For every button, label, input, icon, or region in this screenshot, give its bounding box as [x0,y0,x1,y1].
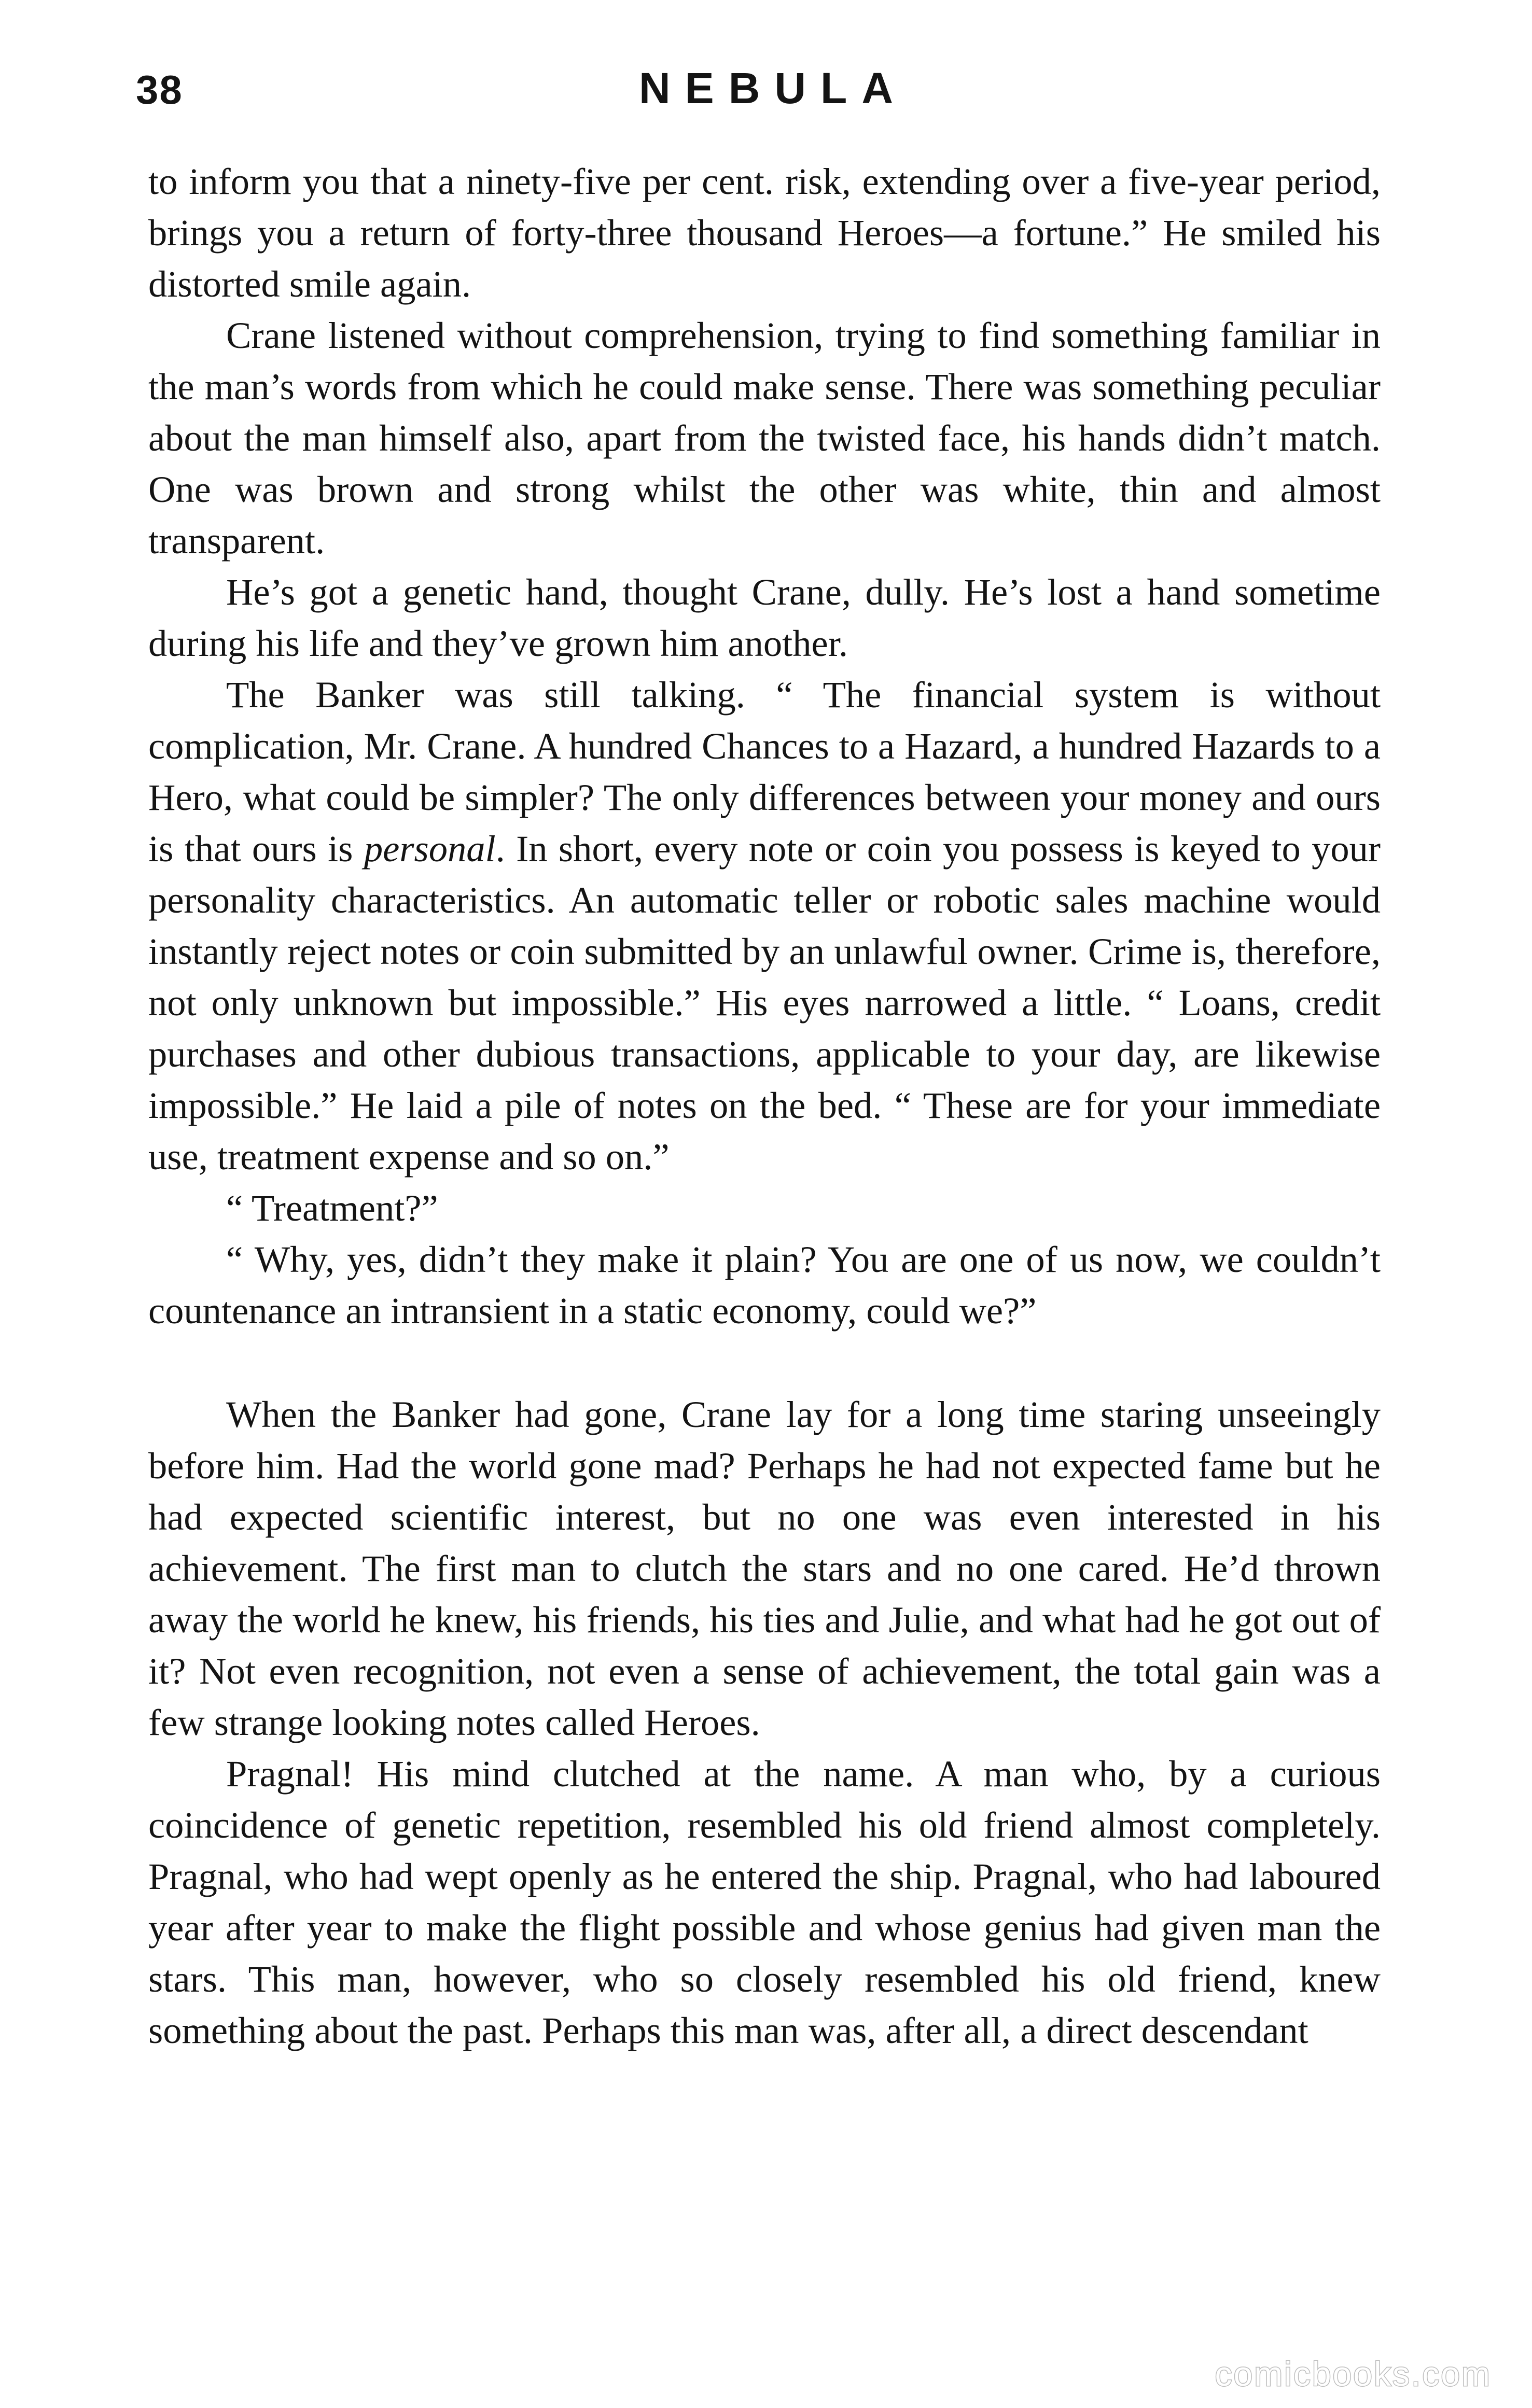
body-text [148,156,1381,2056]
paragraph: He’s got a genetic hand, thought Crane, dully. He’s lost a hand sometime during his life and they’ve grown him another. [148,571,1381,664]
page-number: 38 [136,67,183,113]
running-title: NEBULA [639,64,908,113]
page-header [0,0,1532,150]
watermark: comicbooks.com [1215,2355,1492,2393]
emphasis: personal [364,828,496,870]
section-break [148,1336,1381,1389]
paragraph: The Banker was still talking. “ The financial system is without complication, Mr. Crane. A hundred Chances to a Hazard, a hundred Hazards to a Hero, what could be simpler? The only differences between your money and ours is that ours is personal. In short, every note or coin you possess is keyed to your personality characteristics. An automatic teller or robotic sales machine would instantly reject notes or coin submitted by an unlawful owner. Crime is, therefore, not only unknown but impossible.” His eyes narrowed a little. “ Loans, credit purchases and other dubious transactions, applicable to your day, are likewise impossible.” He laid a pile of notes on the bed. “ These are for your immediate use, treatment expense and so on.” [148,674,1381,1178]
paragraph: “ Treatment?” [226,1187,438,1229]
paragraph: When the Banker had gone, Crane lay for a long time staring unseeingly before him. Had the world gone mad? Perhaps he had not expected fame but he had expected scientific interest, but no one was even interested in his achievement. The first man to clutch the stars and no one cared. He’d thrown away the world he knew, his friends, his ties and Julie, and what had he got out of it? Not even recognition, not even a sense of achievement, the total gain was a few strange looking notes called Heroes. [148,1393,1381,1743]
paragraph: Crane listened without comprehension, trying to find something familiar in the man’s words from which he could make sense. There was something peculiar about the man himself also, apart from the twisted face, his hands didn’t match. One was brown and strong whilst the other was white, thin and almost transparent. [148,314,1381,562]
paragraph-continued: to inform you that a ninety-five per cent. risk, extending over a five-year period, brings you a return of forty-three thousand Heroes—a fortune.” He smiled his distorted smile again. [148,160,1381,305]
paragraph: “ Why, yes, didn’t they make it plain? You are one of us now, we couldn’t countenance an intransient in a static economy, could we?” [148,1238,1381,1332]
paragraph: Pragnal! His mind clutched at the name. A man who, by a curious coincidence of genetic repetition, resembled his old friend almost completely. Pragnal, who had wept openly as he entered the ship. Pragnal, who had laboured year after year to make the flight possible and whose genius had given man the stars. This man, however, who so closely resembled his old friend, knew something about the past. Perhaps this man was, after all, a direct descendant [148,1753,1381,2051]
